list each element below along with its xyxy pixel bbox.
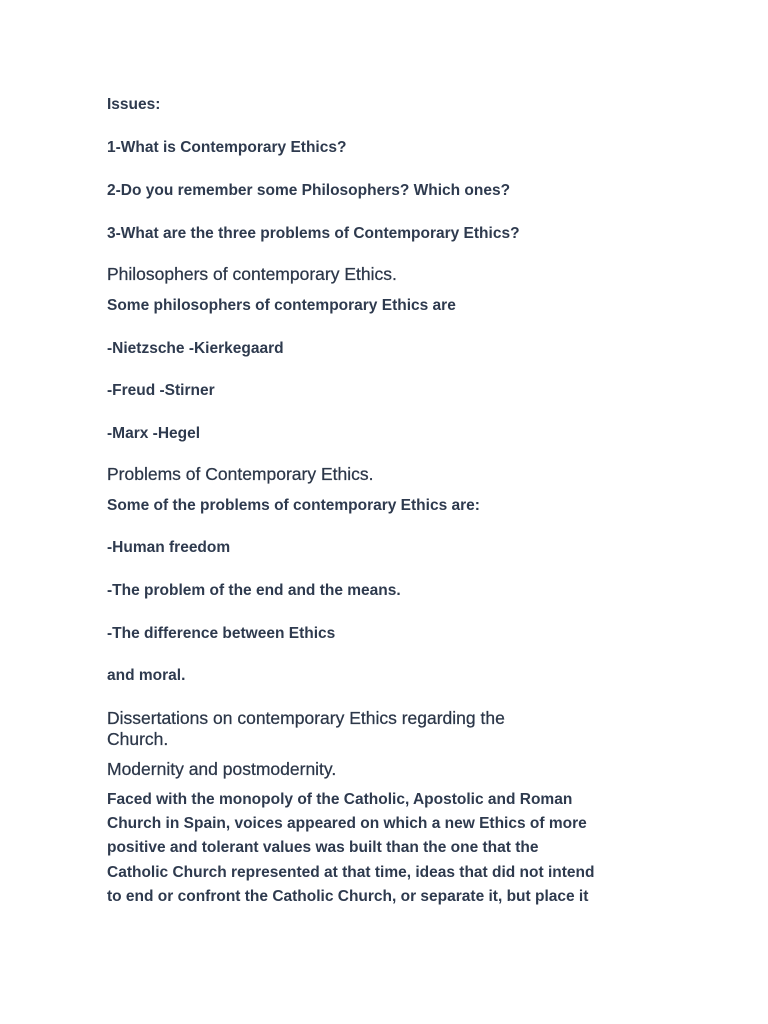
problems-line-2: -The problem of the end and the means.: [107, 582, 401, 599]
paragraph-line-1: Faced with the monopoly of the Catholic, Apostolic and Roman: [107, 791, 573, 808]
modernity-subheading: Modernity and postmodernity.: [107, 759, 337, 779]
philosophers-intro: Some philosophers of contemporary Ethics are: [107, 297, 456, 314]
paragraph-line-2: Church in Spain, voices appeared on which a new Ethics of more: [107, 815, 587, 833]
dissertations-heading-line-1: Dissertations on contemporary Ethics regarding the: [107, 708, 505, 728]
issue-question-2: 2-Do you remember some Philosophers? Which ones?: [107, 182, 511, 199]
dissertations-paragraph: [107, 788, 652, 909]
problems-heading: Problems of Contemporary Ethics.: [107, 464, 374, 484]
problems-line-4: and moral.: [107, 667, 186, 684]
problems-line-1: -Human freedom: [107, 539, 231, 556]
philosophers-line-3: -Marx -Hegel: [107, 425, 201, 442]
philosophers-heading: Philosophers of contemporary Ethics.: [107, 264, 397, 284]
paragraph-line-3: positive and tolerant values was built than the one that the: [107, 839, 539, 857]
issues-heading: Issues:: [107, 96, 161, 113]
issue-question-1: 1-What is Contemporary Ethics?: [107, 139, 347, 156]
problems-intro: Some of the problems of contemporary Ethics are:: [107, 497, 480, 514]
problems-line-3: -The difference between Ethics: [107, 625, 336, 642]
philosophers-line-1: -Nietzsche -Kierkegaard: [107, 340, 284, 357]
paragraph-line-4: Catholic Church represented at that time, ideas that did not intend: [107, 863, 595, 881]
issue-question-3: 3-What are the three problems of Contemporary Ethics?: [107, 225, 520, 242]
paragraph-line-5: to end or confront the Catholic Church, or separate it, but place it: [107, 887, 589, 905]
dissertations-heading-line-2: Church.: [107, 729, 169, 749]
philosophers-line-2: -Freud -Stirner: [107, 382, 215, 399]
